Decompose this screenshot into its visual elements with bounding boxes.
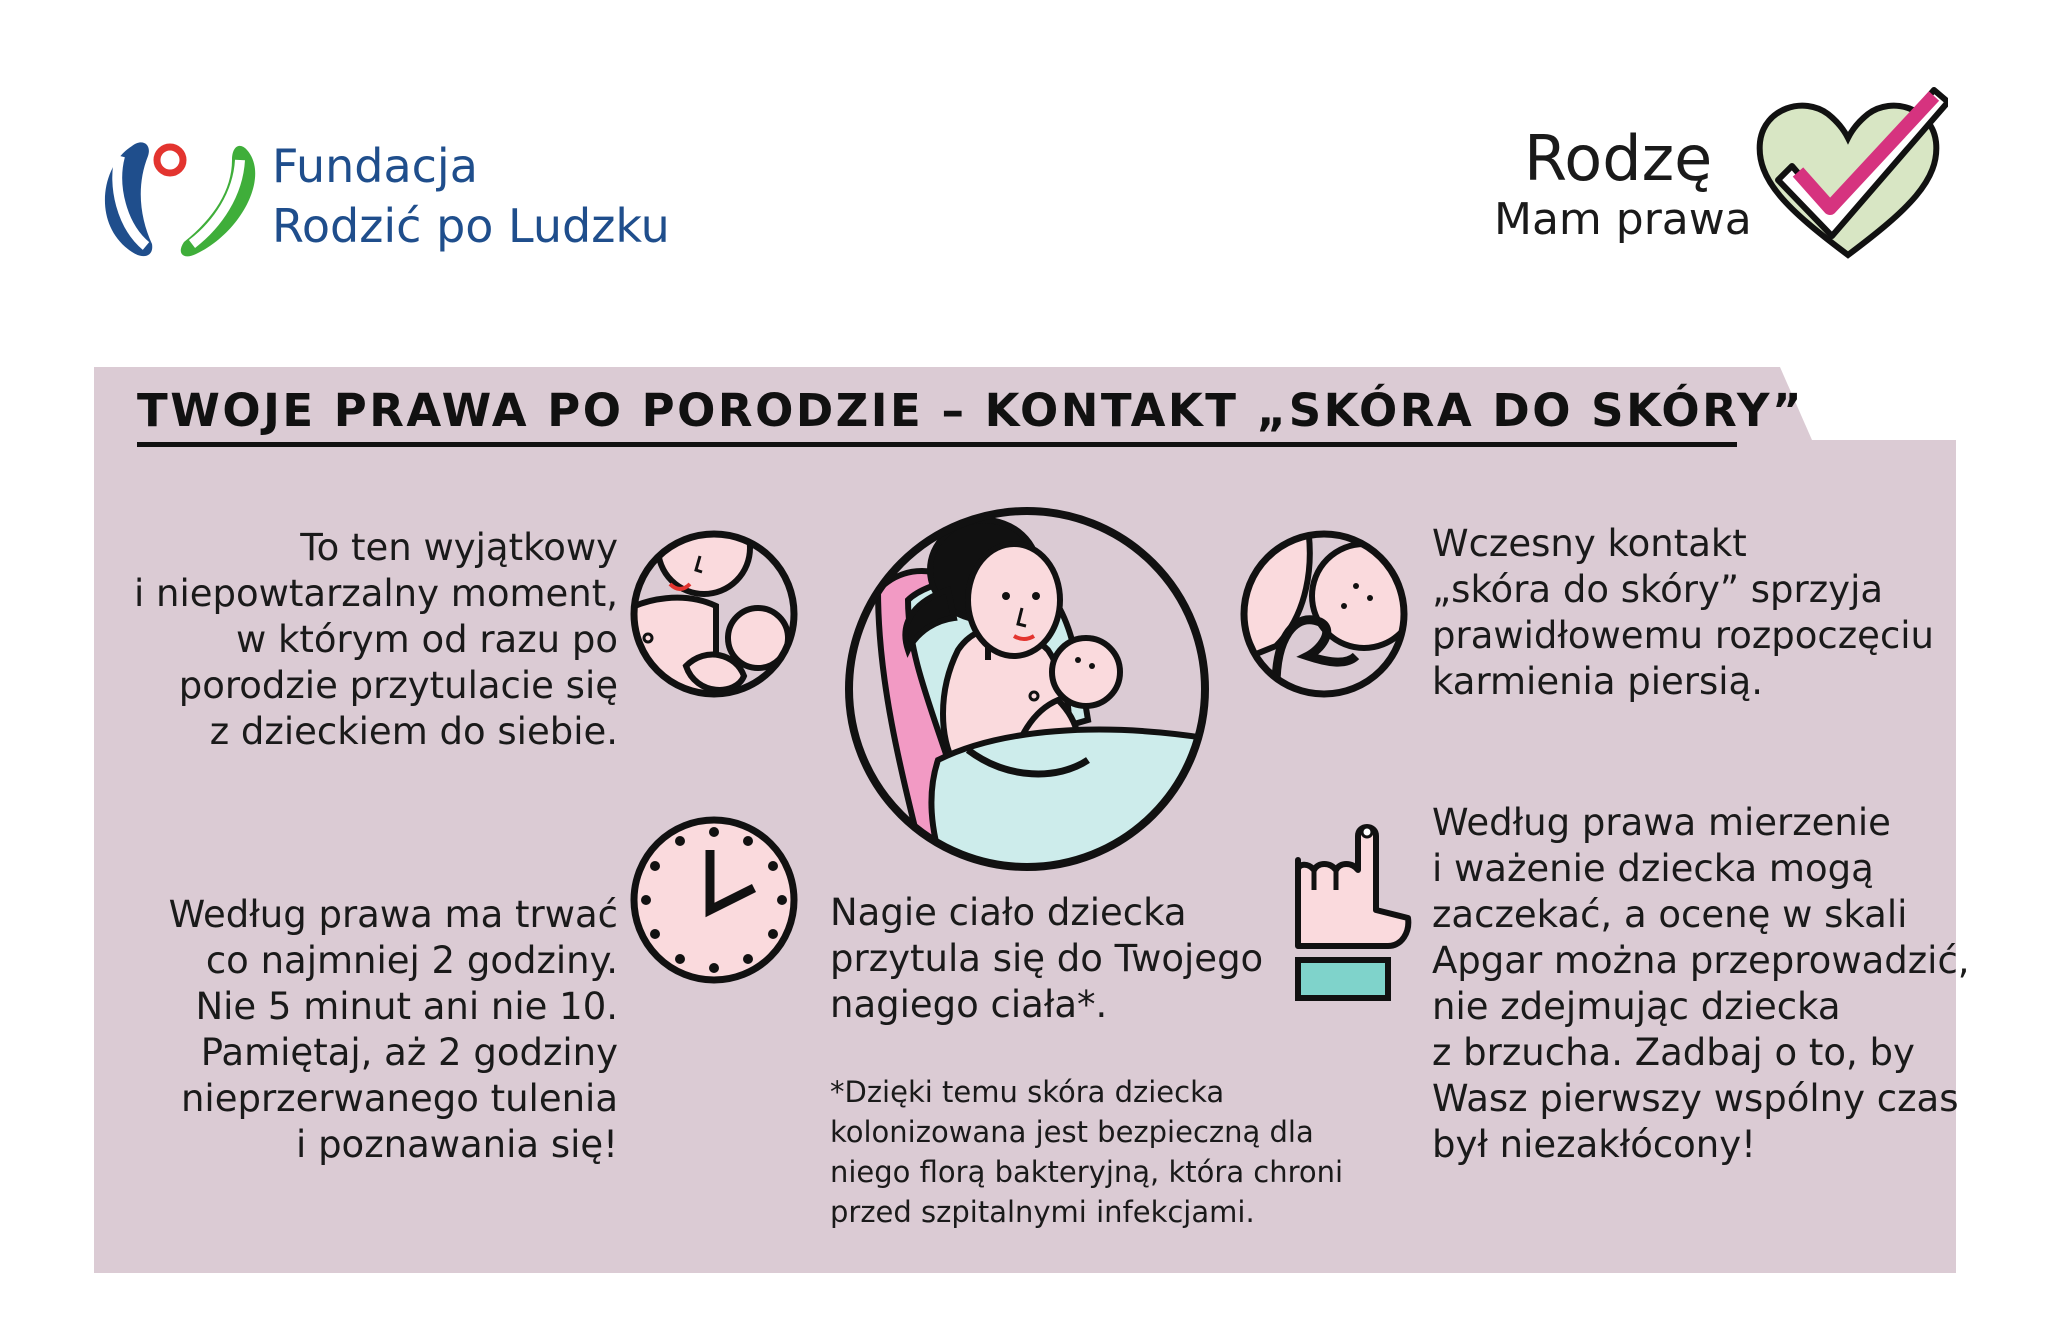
duration-line: Nie 5 minut ani nie 10.	[195, 985, 618, 1028]
duration-text	[169, 892, 618, 1168]
moment-line: z dzieckiem do siebie.	[209, 710, 618, 753]
org-name-line2: Rodzić po Ludzku	[272, 199, 670, 253]
mother-baby-icon	[838, 500, 1216, 878]
brand-title: Rodzę	[1524, 122, 1713, 195]
duration-line: Według prawa ma trwać	[168, 893, 618, 936]
feeding-line: karmienia piersią.	[1432, 660, 1763, 703]
measuring-line: zaczekać, a ocenę w skali	[1432, 893, 1908, 936]
pointing-hand-icon	[1292, 820, 1422, 1010]
duration-line: co najmniej 2 godziny.	[205, 939, 618, 982]
duration-line: Pamiętaj, aż 2 godziny	[200, 1031, 618, 1074]
feeding-line: prawidłowemu rozpoczęciu	[1432, 614, 1935, 657]
clock-icon	[626, 812, 802, 988]
footnote-text	[830, 1072, 1343, 1232]
org-logo	[92, 136, 712, 266]
measuring-line: był niezakłócony!	[1432, 1123, 1756, 1166]
moment-line: porodzie przytulacie się	[178, 664, 618, 707]
duration-line: nieprzerwanego tulenia	[180, 1077, 618, 1120]
body-line: nagiego ciała*.	[830, 983, 1108, 1026]
headline: TWOJE PRAWA PO PORODZIE – KONTAKT „SKÓRA DO SKÓRY”	[137, 384, 1805, 437]
flower-logo-icon	[92, 136, 262, 266]
brand-subtitle: Mam prawa	[1494, 194, 1752, 245]
measuring-line: z brzucha. Zadbaj o to, by	[1432, 1031, 1915, 1074]
feeding-text	[1432, 521, 1934, 705]
measuring-line: Wasz pierwszy wspólny czas	[1432, 1077, 1959, 1120]
heart-check-icon	[1748, 80, 1948, 270]
measuring-line: Apgar można przeprowadzić,	[1432, 939, 1970, 982]
body-line: przytula się do Twojego	[830, 937, 1264, 980]
footnote-line: *Dzięki temu skóra dziecka	[830, 1075, 1225, 1109]
measuring-line: i ważenie dziecka mogą	[1432, 847, 1874, 890]
measuring-text	[1432, 800, 1970, 1168]
headline-underline	[137, 442, 1737, 447]
footnote-line: niego florą bakteryjną, która chroni	[830, 1155, 1344, 1189]
measuring-line: nie zdejmując dziecka	[1432, 985, 1841, 1028]
footnote-line: kolonizowana jest bezpieczną dla	[830, 1115, 1314, 1149]
baby-on-chest-icon	[1236, 526, 1412, 702]
feeding-line: Wczesny kontakt	[1432, 522, 1747, 565]
moment-text	[134, 525, 618, 755]
body-contact-text	[830, 890, 1263, 1028]
measuring-line: Według prawa mierzenie	[1432, 801, 1891, 844]
feeding-line: „skóra do skóry” sprzyja	[1432, 568, 1884, 611]
footnote-line: przed szpitalnymi infekcjami.	[830, 1195, 1255, 1229]
duration-line: i poznawania się!	[296, 1123, 618, 1166]
moment-line: w którym od razu po	[235, 618, 618, 661]
brand-logo	[1480, 80, 1980, 270]
moment-line: i niepowtarzalny moment,	[134, 572, 618, 615]
body-line: Nagie ciało dziecka	[830, 891, 1187, 934]
breastfeeding-icon	[626, 526, 802, 702]
org-name-line1: Fundacja	[272, 139, 478, 193]
moment-line: To ten wyjątkowy	[300, 526, 618, 569]
